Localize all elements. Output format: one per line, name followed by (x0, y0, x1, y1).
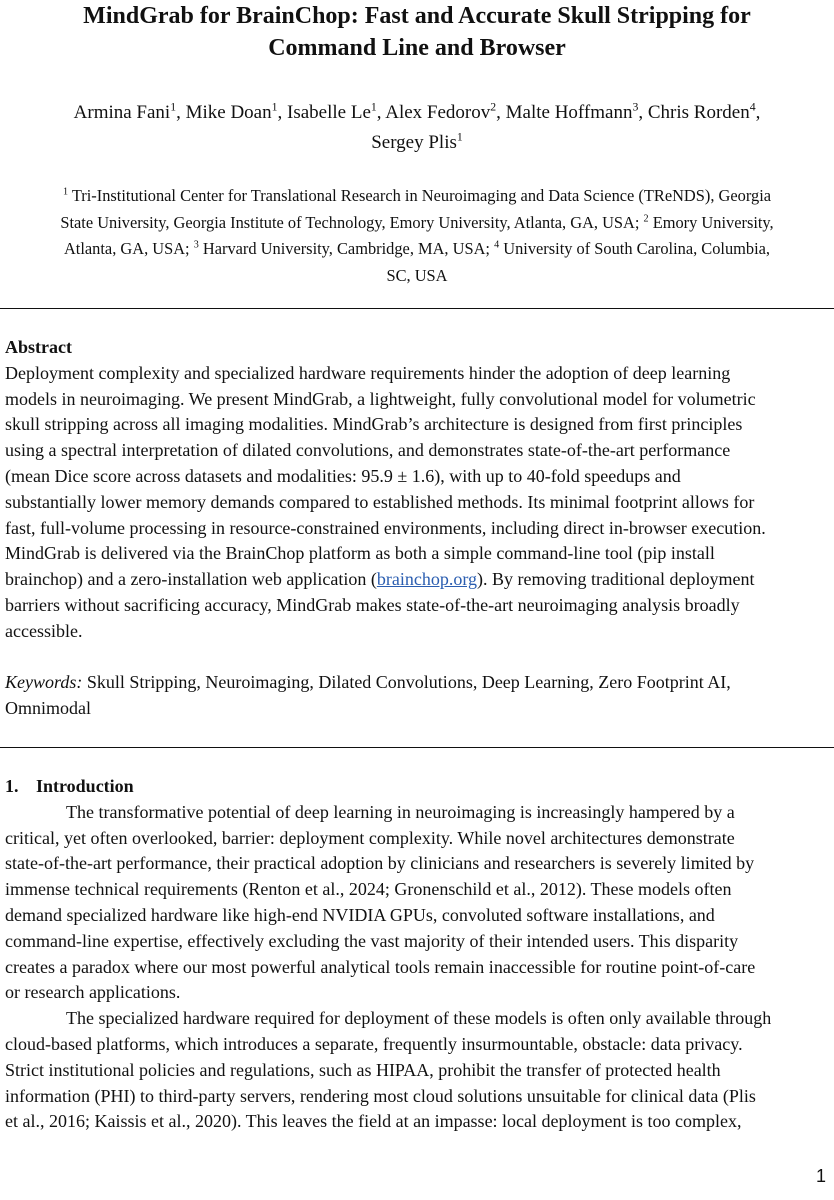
author-separator: , (176, 102, 186, 123)
affiliation-marker: 1 (170, 100, 177, 114)
author-separator: , (496, 102, 506, 123)
affiliation-marker: 1 (62, 186, 69, 198)
author-line (0, 98, 834, 128)
affiliation-text: Harvard University, Cambridge, MA, USA; (198, 239, 495, 258)
author-name: Armina Fani (73, 102, 171, 123)
paragraph-line: critical, yet often overlooked, barrier: deployment complexity. While novel architectures demonstrate (5, 827, 735, 848)
abstract-line: (mean Dice score across datasets and modalities: 95.9 ± 1.6), with up to 40-fold speedups and (5, 465, 681, 486)
affiliation-marker: 2 (490, 100, 497, 114)
keywords-text: Skull Stripping, Neuroimaging, Dilated Convolutions, Deep Learning, Zero Footprint AI, (82, 672, 731, 692)
author-name: Alex Fedorov (385, 102, 491, 123)
author-separator: , (277, 102, 288, 123)
paragraph-line: cloud-based platforms, which introduces a separate, frequently insurmountable, obstacle: data privacy. (5, 1033, 743, 1054)
paragraph-line: information (PHI) to third-party servers, rendering most cloud solutions unsuitable for clinical data (Plis (5, 1085, 756, 1106)
paragraph-line: creates a paradox where our most powerful analytical tools remain inaccessible for routine point-of-care (5, 956, 756, 977)
abstract-line: MindGrab is delivered via the BrainChop platform as both a simple command-line tool (pip install (5, 543, 715, 564)
affiliation-marker: 3 (632, 100, 639, 114)
abstract-link-line (5, 567, 831, 593)
affiliation-line (0, 263, 834, 290)
paragraph (5, 1006, 831, 1135)
page-number: 1 (815, 1166, 826, 1186)
introduction-body (5, 800, 831, 1135)
abstract-line: accessible. (5, 620, 83, 641)
divider-bottom (0, 747, 834, 748)
keywords-text: Omnimodal (5, 697, 91, 718)
introduction-heading (5, 774, 831, 800)
abstract-line: substantially lower memory demands compared to established methods. Its minimal footprint allows for (5, 491, 755, 512)
divider-top (0, 308, 834, 309)
affiliation-text: University of South Carolina, Columbia, (499, 239, 771, 258)
affiliations (0, 183, 834, 289)
paragraph (5, 800, 831, 1006)
abstract-heading: Abstract (5, 337, 72, 357)
affiliation-line (0, 183, 834, 210)
abstract-line: fast, full-volume processing in resource-constrained environments, including direct in-browser execution. (5, 517, 766, 538)
paper-title (0, 0, 834, 64)
author-separator: , (376, 102, 386, 123)
abstract-section (5, 335, 831, 645)
author-separator: , (638, 102, 648, 123)
author-line (0, 128, 834, 158)
affiliation-marker: 4 (494, 239, 500, 251)
author-separator: , (755, 102, 761, 123)
affiliation-marker: 3 (193, 239, 199, 251)
keywords-section (5, 670, 831, 722)
abstract-line: barriers without sacrificing accuracy, MindGrab makes state-of-the-art neuroimaging analysis broadly (5, 594, 740, 615)
affiliation-line (0, 236, 834, 263)
section-title: Introduction (36, 776, 134, 796)
affiliation-text: Atlanta, GA, USA; (63, 239, 194, 258)
author-list (0, 98, 834, 158)
affiliation-text: State University, Georgia Institute of Technology, Emory University, Atlanta, GA, USA; (60, 212, 644, 232)
abstract-line: Deployment complexity and specialized hardware requirements hinder the adoption of deep learning (5, 362, 731, 383)
affiliation-marker: 4 (749, 100, 756, 114)
keywords-label: Keywords: (5, 672, 83, 692)
author-name: Sergey Plis (371, 132, 457, 153)
affiliation-line (0, 210, 834, 237)
paragraph-line: immense technical requirements (Renton et al., 2024; Gronenschild et al., 2012). These models often (5, 879, 732, 900)
paragraph-line: et al., 2016; Kaissis et al., 2020). This leaves the field at an impasse: local deployment is too complex, (5, 1111, 742, 1132)
paragraph-line: The specialized hardware required for deployment of these models is often only available through (66, 1008, 772, 1029)
paragraph-line: or research applications. (5, 982, 181, 1003)
paragraph-line: Strict institutional policies and regulations, such as HIPAA, prohibit the transfer of protected health (5, 1059, 721, 1080)
paragraph-line: The transformative potential of deep learning in neuroimaging is increasingly hampered by a (66, 801, 735, 822)
author-name: Mike Doan (185, 102, 272, 123)
paragraph-line: state-of-the-art performance, their practical adoption by clinicians and researchers is severely limited by (5, 853, 755, 874)
affiliation-marker: 2 (643, 213, 649, 225)
brainchop-link[interactable]: brainchop.org (376, 569, 478, 590)
affiliation-text: SC, USA (386, 265, 448, 285)
abstract-body (5, 361, 831, 567)
title-line: Command Line and Browser (268, 35, 566, 61)
title-line: MindGrab for BrainChop: Fast and Accurate Skull Stripping for (83, 3, 751, 29)
author-name: Chris Rorden (647, 102, 750, 123)
abstract-text: brainchop) and a zero-installation web application ( (5, 569, 377, 590)
affiliation-text: Emory University, (648, 212, 774, 232)
abstract-body-end (5, 593, 831, 645)
affiliation-marker: 1 (370, 100, 377, 114)
section-number: 1. (5, 776, 19, 796)
author-name: Isabelle Le (287, 102, 371, 123)
introduction-section (5, 774, 831, 1135)
paragraph-line: command-line expertise, effectively excluding the vast majority of their intended users. This disparity (5, 930, 739, 951)
paragraph-line: demand specialized hardware like high-end NVIDIA GPUs, convoluted software installations, and (5, 904, 715, 925)
abstract-text: ). By removing traditional deployment (477, 569, 755, 590)
affiliation-marker: 1 (271, 100, 278, 114)
abstract-line: using a spectral interpretation of dilated convolutions, and demonstrates state-of-the-art performance (5, 440, 731, 461)
affiliation-marker: 1 (456, 130, 463, 144)
author-name: Malte Hoffmann (505, 102, 633, 123)
abstract-line: skull stripping across all imaging modalities. MindGrab’s architecture is designed from first principles (5, 414, 743, 435)
abstract-line: models in neuroimaging. We present MindGrab, a lightweight, fully convolutional model for volumetric (5, 388, 756, 409)
affiliation-text: Tri-Institutional Center for Translational Research in Neuroimaging and Data Science (TReNDS), Georgia (68, 186, 772, 205)
